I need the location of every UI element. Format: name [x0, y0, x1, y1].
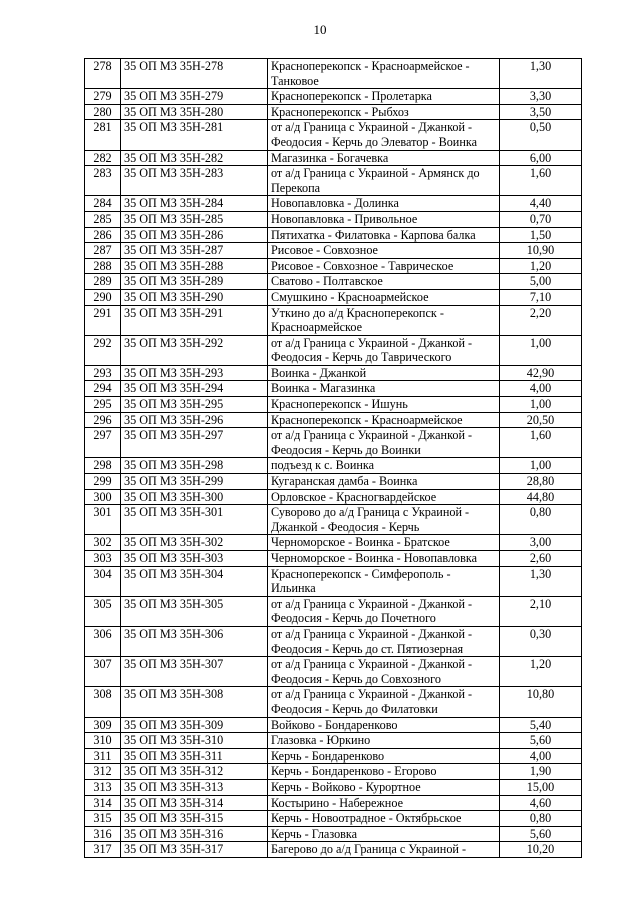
row-number-cell: 298 [85, 458, 121, 474]
road-name-cell: Войково - Бондаренково [268, 717, 500, 733]
road-code-cell: 35 ОП МЗ 35Н-295 [121, 397, 268, 413]
road-code-cell: 35 ОП МЗ 35Н-291 [121, 305, 268, 335]
road-code-cell: 35 ОП МЗ 35Н-284 [121, 196, 268, 212]
road-length-cell: 5,60 [500, 826, 582, 842]
road-name-cell: Красноперекопск - Пролетарка [268, 89, 500, 105]
road-length-cell: 42,90 [500, 365, 582, 381]
road-length-cell: 1,00 [500, 458, 582, 474]
table-row [85, 842, 582, 858]
road-code-cell: 35 ОП МЗ 35Н-281 [121, 120, 268, 150]
table-row [85, 104, 582, 120]
row-number-cell: 316 [85, 826, 121, 842]
table-row [85, 150, 582, 166]
row-number-cell: 295 [85, 397, 121, 413]
row-number-cell: 315 [85, 811, 121, 827]
table-row [85, 412, 582, 428]
row-number-cell: 301 [85, 505, 121, 535]
table-row [85, 489, 582, 505]
road-code-cell: 35 ОП МЗ 35Н-317 [121, 842, 268, 858]
row-number-cell: 294 [85, 381, 121, 397]
road-length-cell: 3,00 [500, 535, 582, 551]
road-name-cell: Багерово до а/д Граница с Украиной - [268, 842, 500, 858]
row-number-cell: 306 [85, 626, 121, 656]
table-row [85, 120, 582, 150]
row-number-cell: 284 [85, 196, 121, 212]
road-code-cell: 35 ОП МЗ 35Н-314 [121, 795, 268, 811]
road-code-cell: 35 ОП МЗ 35Н-305 [121, 596, 268, 626]
road-name-cell: Красноперекопск - Рыбхоз [268, 104, 500, 120]
road-length-cell: 0,80 [500, 505, 582, 535]
road-code-cell: 35 ОП МЗ 35Н-293 [121, 365, 268, 381]
table-row [85, 826, 582, 842]
road-name-cell: Пятихатка - Филатовка - Карпова балка [268, 227, 500, 243]
road-name-cell: Красноперекопск - Симферополь - Ильинка [268, 566, 500, 596]
roads-table [84, 58, 582, 858]
road-length-cell: 1,90 [500, 764, 582, 780]
road-name-cell: Красноперекопск - Ишунь [268, 397, 500, 413]
road-code-cell: 35 ОП МЗ 35Н-303 [121, 551, 268, 567]
road-code-cell: 35 ОП МЗ 35Н-306 [121, 626, 268, 656]
road-name-cell: Керчь - Новоотрадное - Октябрьское [268, 811, 500, 827]
row-number-cell: 317 [85, 842, 121, 858]
road-length-cell: 5,40 [500, 717, 582, 733]
road-code-cell: 35 ОП МЗ 35Н-287 [121, 243, 268, 259]
row-number-cell: 297 [85, 428, 121, 458]
road-code-cell: 35 ОП МЗ 35Н-310 [121, 733, 268, 749]
table-row [85, 428, 582, 458]
table-row [85, 764, 582, 780]
row-number-cell: 293 [85, 365, 121, 381]
row-number-cell: 307 [85, 657, 121, 687]
row-number-cell: 291 [85, 305, 121, 335]
table-row [85, 211, 582, 227]
road-code-cell: 35 ОП МЗ 35Н-299 [121, 474, 268, 490]
road-length-cell: 4,00 [500, 748, 582, 764]
row-number-cell: 312 [85, 764, 121, 780]
row-number-cell: 289 [85, 274, 121, 290]
row-number-cell: 292 [85, 335, 121, 365]
road-name-cell: Рисовое - Совхозное - Таврическое [268, 258, 500, 274]
road-code-cell: 35 ОП МЗ 35Н-279 [121, 89, 268, 105]
road-code-cell: 35 ОП МЗ 35Н-283 [121, 166, 268, 196]
table-row [85, 779, 582, 795]
road-name-cell: от а/д Граница с Украиной - Джанкой - Феодосия - Керчь до Совхозного [268, 657, 500, 687]
road-code-cell: 35 ОП МЗ 35Н-315 [121, 811, 268, 827]
row-number-cell: 304 [85, 566, 121, 596]
table-row [85, 505, 582, 535]
road-length-cell: 1,30 [500, 59, 582, 89]
road-name-cell: от а/д Граница с Украиной - Джанкой - Феодосия - Керчь до Почетного [268, 596, 500, 626]
row-number-cell: 280 [85, 104, 121, 120]
road-code-cell: 35 ОП МЗ 35Н-311 [121, 748, 268, 764]
road-code-cell: 35 ОП МЗ 35Н-316 [121, 826, 268, 842]
road-length-cell: 2,10 [500, 596, 582, 626]
table-row [85, 795, 582, 811]
road-name-cell: от а/д Граница с Украиной - Армянск до Перекопа [268, 166, 500, 196]
row-number-cell: 313 [85, 779, 121, 795]
road-length-cell: 6,00 [500, 150, 582, 166]
road-length-cell: 10,20 [500, 842, 582, 858]
row-number-cell: 310 [85, 733, 121, 749]
road-name-cell: Сватово - Полтавское [268, 274, 500, 290]
road-name-cell: подъезд к с. Воинка [268, 458, 500, 474]
road-length-cell: 0,30 [500, 626, 582, 656]
road-length-cell: 0,80 [500, 811, 582, 827]
road-length-cell: 2,60 [500, 551, 582, 567]
table-row [85, 474, 582, 490]
road-code-cell: 35 ОП МЗ 35Н-309 [121, 717, 268, 733]
table-row [85, 748, 582, 764]
row-number-cell: 314 [85, 795, 121, 811]
road-length-cell: 28,80 [500, 474, 582, 490]
road-name-cell: Керчь - Бондаренково [268, 748, 500, 764]
road-length-cell: 1,30 [500, 566, 582, 596]
road-name-cell: Суворово до а/д Граница с Украиной - Джанкой - Феодосия - Керчь [268, 505, 500, 535]
row-number-cell: 279 [85, 89, 121, 105]
road-name-cell: Новопавловка - Привольное [268, 211, 500, 227]
row-number-cell: 303 [85, 551, 121, 567]
road-code-cell: 35 ОП МЗ 35Н-294 [121, 381, 268, 397]
row-number-cell: 300 [85, 489, 121, 505]
row-number-cell: 282 [85, 150, 121, 166]
road-name-cell: от а/д Граница с Украиной - Джанкой - Феодосия - Керчь до Филатовки [268, 687, 500, 717]
row-number-cell: 299 [85, 474, 121, 490]
road-name-cell: Уткино до а/д Красноперекопск - Красноармейское [268, 305, 500, 335]
row-number-cell: 311 [85, 748, 121, 764]
road-name-cell: Магазинка - Богачевка [268, 150, 500, 166]
road-name-cell: Красноперекопск - Красноармейское - Танковое [268, 59, 500, 89]
table-row [85, 657, 582, 687]
row-number-cell: 278 [85, 59, 121, 89]
row-number-cell: 290 [85, 289, 121, 305]
table-row [85, 258, 582, 274]
road-code-cell: 35 ОП МЗ 35Н-285 [121, 211, 268, 227]
road-name-cell: Воинка - Джанкой [268, 365, 500, 381]
table-row [85, 166, 582, 196]
table-row [85, 59, 582, 89]
road-code-cell: 35 ОП МЗ 35Н-300 [121, 489, 268, 505]
road-code-cell: 35 ОП МЗ 35Н-292 [121, 335, 268, 365]
road-name-cell: Керчь - Бондаренково - Егорово [268, 764, 500, 780]
table-row [85, 274, 582, 290]
road-length-cell: 5,60 [500, 733, 582, 749]
road-name-cell: Орловское - Красногвардейское [268, 489, 500, 505]
road-length-cell: 20,50 [500, 412, 582, 428]
roads-table-body [85, 59, 582, 858]
row-number-cell: 285 [85, 211, 121, 227]
row-number-cell: 308 [85, 687, 121, 717]
table-row [85, 458, 582, 474]
table-row [85, 227, 582, 243]
road-length-cell: 1,20 [500, 258, 582, 274]
road-length-cell: 5,00 [500, 274, 582, 290]
row-number-cell: 309 [85, 717, 121, 733]
road-code-cell: 35 ОП МЗ 35Н-307 [121, 657, 268, 687]
row-number-cell: 281 [85, 120, 121, 150]
road-name-cell: Рисовое - Совхозное [268, 243, 500, 259]
road-length-cell: 2,20 [500, 305, 582, 335]
road-name-cell: Воинка - Магазинка [268, 381, 500, 397]
road-code-cell: 35 ОП МЗ 35Н-282 [121, 150, 268, 166]
road-length-cell: 1,60 [500, 166, 582, 196]
row-number-cell: 302 [85, 535, 121, 551]
table-row [85, 566, 582, 596]
road-length-cell: 0,70 [500, 211, 582, 227]
road-length-cell: 3,30 [500, 89, 582, 105]
road-code-cell: 35 ОП МЗ 35Н-296 [121, 412, 268, 428]
road-code-cell: 35 ОП МЗ 35Н-302 [121, 535, 268, 551]
table-row [85, 717, 582, 733]
road-length-cell: 1,20 [500, 657, 582, 687]
road-length-cell: 10,80 [500, 687, 582, 717]
road-name-cell: Новопавловка - Долинка [268, 196, 500, 212]
row-number-cell: 286 [85, 227, 121, 243]
road-length-cell: 4,00 [500, 381, 582, 397]
road-length-cell: 4,40 [500, 196, 582, 212]
road-name-cell: Керчь - Войково - Курортное [268, 779, 500, 795]
road-length-cell: 7,10 [500, 289, 582, 305]
table-row [85, 381, 582, 397]
road-code-cell: 35 ОП МЗ 35Н-312 [121, 764, 268, 780]
table-row [85, 289, 582, 305]
table-row [85, 89, 582, 105]
road-code-cell: 35 ОП МЗ 35Н-280 [121, 104, 268, 120]
row-number-cell: 305 [85, 596, 121, 626]
road-name-cell: от а/д Граница с Украиной - Джанкой - Феодосия - Керчь до Воинки [268, 428, 500, 458]
table-row [85, 687, 582, 717]
road-code-cell: 35 ОП МЗ 35Н-286 [121, 227, 268, 243]
road-length-cell: 1,50 [500, 227, 582, 243]
road-length-cell: 0,50 [500, 120, 582, 150]
road-code-cell: 35 ОП МЗ 35Н-297 [121, 428, 268, 458]
road-length-cell: 10,90 [500, 243, 582, 259]
road-code-cell: 35 ОП МЗ 35Н-290 [121, 289, 268, 305]
road-name-cell: от а/д Граница с Украиной - Джанкой - Феодосия - Керчь до ст. Пятиозерная [268, 626, 500, 656]
road-name-cell: Красноперекопск - Красноармейское [268, 412, 500, 428]
table-row [85, 243, 582, 259]
road-length-cell: 1,00 [500, 397, 582, 413]
road-length-cell: 4,60 [500, 795, 582, 811]
road-name-cell: Глазовка - Юркино [268, 733, 500, 749]
table-row [85, 397, 582, 413]
table-row [85, 535, 582, 551]
road-code-cell: 35 ОП МЗ 35Н-308 [121, 687, 268, 717]
row-number-cell: 283 [85, 166, 121, 196]
table-row [85, 196, 582, 212]
table-row [85, 626, 582, 656]
road-name-cell: Черноморское - Воинка - Братское [268, 535, 500, 551]
road-name-cell: от а/д Граница с Украиной - Джанкой - Феодосия - Керчь до Таврического [268, 335, 500, 365]
road-length-cell: 1,60 [500, 428, 582, 458]
table-row [85, 365, 582, 381]
road-code-cell: 35 ОП МЗ 35Н-298 [121, 458, 268, 474]
road-length-cell: 3,50 [500, 104, 582, 120]
row-number-cell: 288 [85, 258, 121, 274]
road-code-cell: 35 ОП МЗ 35Н-313 [121, 779, 268, 795]
table-row [85, 551, 582, 567]
road-code-cell: 35 ОП МЗ 35Н-278 [121, 59, 268, 89]
table-row [85, 335, 582, 365]
row-number-cell: 287 [85, 243, 121, 259]
road-name-cell: Кугаранская дамба - Воинка [268, 474, 500, 490]
road-name-cell: Керчь - Глазовка [268, 826, 500, 842]
road-code-cell: 35 ОП МЗ 35Н-304 [121, 566, 268, 596]
road-name-cell: Костырино - Набережное [268, 795, 500, 811]
road-code-cell: 35 ОП МЗ 35Н-289 [121, 274, 268, 290]
road-length-cell: 1,00 [500, 335, 582, 365]
page-number: 10 [313, 22, 327, 37]
table-row [85, 305, 582, 335]
table-row [85, 733, 582, 749]
road-length-cell: 44,80 [500, 489, 582, 505]
road-name-cell: Черноморское - Воинка - Новопавловка [268, 551, 500, 567]
table-row [85, 811, 582, 827]
road-code-cell: 35 ОП МЗ 35Н-288 [121, 258, 268, 274]
row-number-cell: 296 [85, 412, 121, 428]
road-code-cell: 35 ОП МЗ 35Н-301 [121, 505, 268, 535]
road-length-cell: 15,00 [500, 779, 582, 795]
table-row [85, 596, 582, 626]
road-name-cell: Смушкино - Красноармейское [268, 289, 500, 305]
road-name-cell: от а/д Граница с Украиной - Джанкой - Феодосия - Керчь до Элеватор - Воинка [268, 120, 500, 150]
